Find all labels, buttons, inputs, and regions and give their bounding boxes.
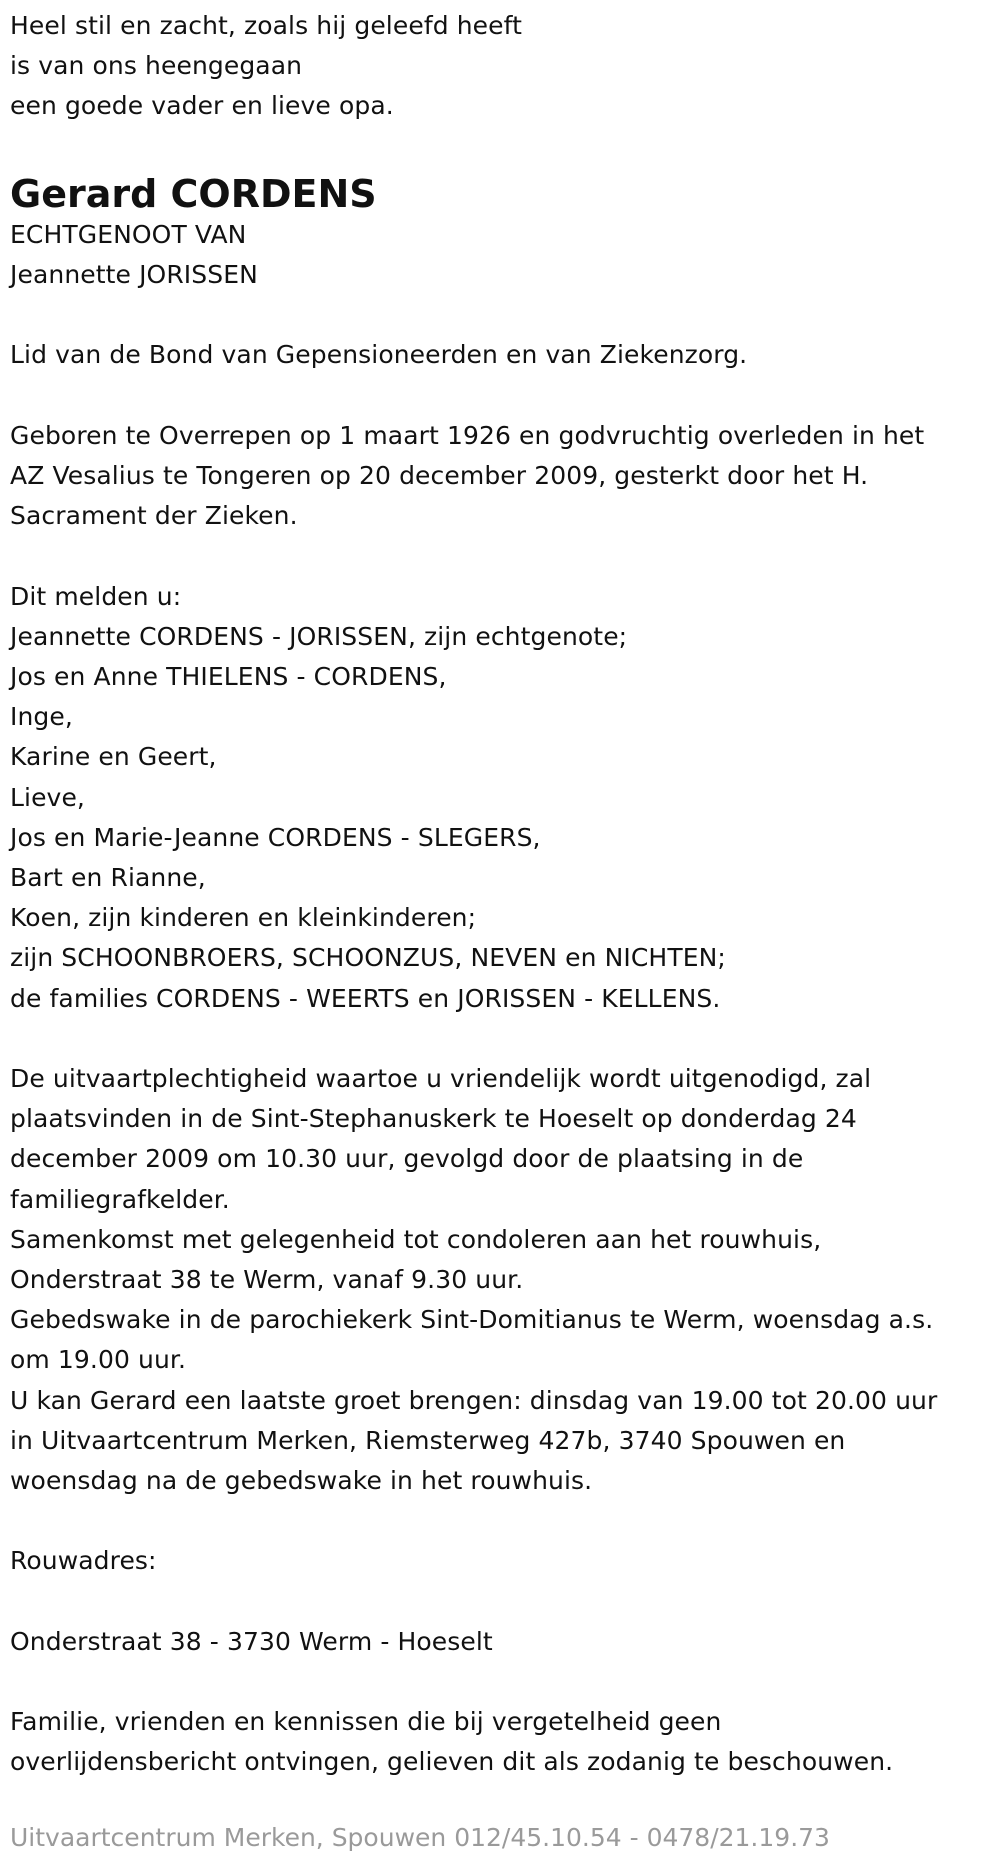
- ceremony-line: Gebedswake in de parochiekerk Sint-Domitianus te Werm, woensdag a.s.: [10, 1305, 934, 1335]
- ceremony-line: Onderstraat 38 te Werm, vanaf 9.30 uur.: [10, 1265, 524, 1295]
- family-line: Dit melden u:: [10, 581, 182, 611]
- family-line: Karine en Geert,: [10, 742, 217, 772]
- birth-death-line: Geboren te Overrepen op 1 maart 1926 en godvruchtig overleden in het: [10, 420, 925, 450]
- relation-label: ECHTGENOOT VAN: [10, 219, 247, 249]
- family-line: Jos en Marie-Jeanne CORDENS - SLEGERS,: [10, 822, 541, 852]
- intro-line: een goede vader en lieve opa.: [10, 91, 394, 121]
- ceremony-line: om 19.00 uur.: [10, 1345, 187, 1375]
- address-label: Rouwadres:: [10, 1546, 157, 1576]
- family-line: Koen, zijn kinderen en kleinkinderen;: [10, 903, 477, 933]
- ceremony-line: woensdag na de gebedswake in het rouwhuis.: [10, 1466, 593, 1496]
- address-value: Onderstraat 38 - 3730 Werm - Hoeselt: [10, 1626, 493, 1656]
- family-line: Inge,: [10, 702, 73, 732]
- intro-line: Heel stil en zacht, zoals hij geleefd heeft: [10, 11, 523, 40]
- ceremony-line: in Uitvaartcentrum Merken, Riemsterweg 427b, 3740 Spouwen en: [10, 1425, 846, 1455]
- birth-death-text: [10, 416, 990, 537]
- membership-text: Lid van de Bond van Gepensioneerden en van Ziekenzorg.: [10, 340, 748, 370]
- intro-text: [10, 6, 990, 127]
- spouse-name: Jeannette JORISSEN: [10, 260, 258, 289]
- family-line: Jeannette CORDENS - JORISSEN, zijn echtgenote;: [10, 621, 628, 651]
- family-line: de families CORDENS - WEERTS en JORISSEN - KELLENS.: [10, 983, 721, 1013]
- ceremony-line: familiegrafkelder.: [10, 1184, 230, 1214]
- family-line: Lieve,: [10, 782, 85, 812]
- ceremony-details: [10, 1059, 990, 1501]
- family-line: zijn SCHOONBROERS, SCHOONZUS, NEVEN en NICHTEN;: [10, 943, 726, 973]
- ceremony-line: De uitvaartplechtigheid waartoe u vriendelijk wordt uitgenodigd, zal: [10, 1064, 872, 1093]
- closing-line: overlijdensbericht ontvingen, gelieven dit als zodanig te beschouwen.: [10, 1747, 894, 1777]
- ceremony-line: december 2009 om 10.30 uur, gevolgd door de plaatsing in de: [10, 1144, 804, 1174]
- deceased-block: [10, 165, 990, 295]
- ceremony-line: plaatsvinden in de Sint-Stephanuskerk te Hoeselt op donderdag 24: [10, 1104, 857, 1134]
- family-line: Bart en Rianne,: [10, 863, 206, 892]
- intro-line: is van ons heengegaan: [10, 51, 303, 81]
- deceased-name: Gerard CORDENS: [10, 171, 377, 216]
- family-line: Jos en Anne THIELENS - CORDENS,: [10, 661, 447, 691]
- ceremony-line: U kan Gerard een laatste groet brengen: dinsdag van 19.00 tot 20.00 uur: [10, 1385, 938, 1415]
- closing-text: [10, 1702, 990, 1782]
- closing-line: Familie, vrienden en kennissen die bij vergetelheid geen: [10, 1707, 722, 1737]
- funeral-home-footer: Uitvaartcentrum Merken, Spouwen 012/45.10.54 - 0478/21.19.73: [10, 1823, 830, 1852]
- ceremony-line: Samenkomst met gelegenheid tot condoleren aan het rouwhuis,: [10, 1224, 822, 1254]
- birth-death-line: AZ Vesalius te Tongeren op 20 december 2009, gesterkt door het H.: [10, 460, 869, 490]
- birth-death-line: Sacrament der Zieken.: [10, 501, 298, 531]
- family-list: [10, 577, 990, 1019]
